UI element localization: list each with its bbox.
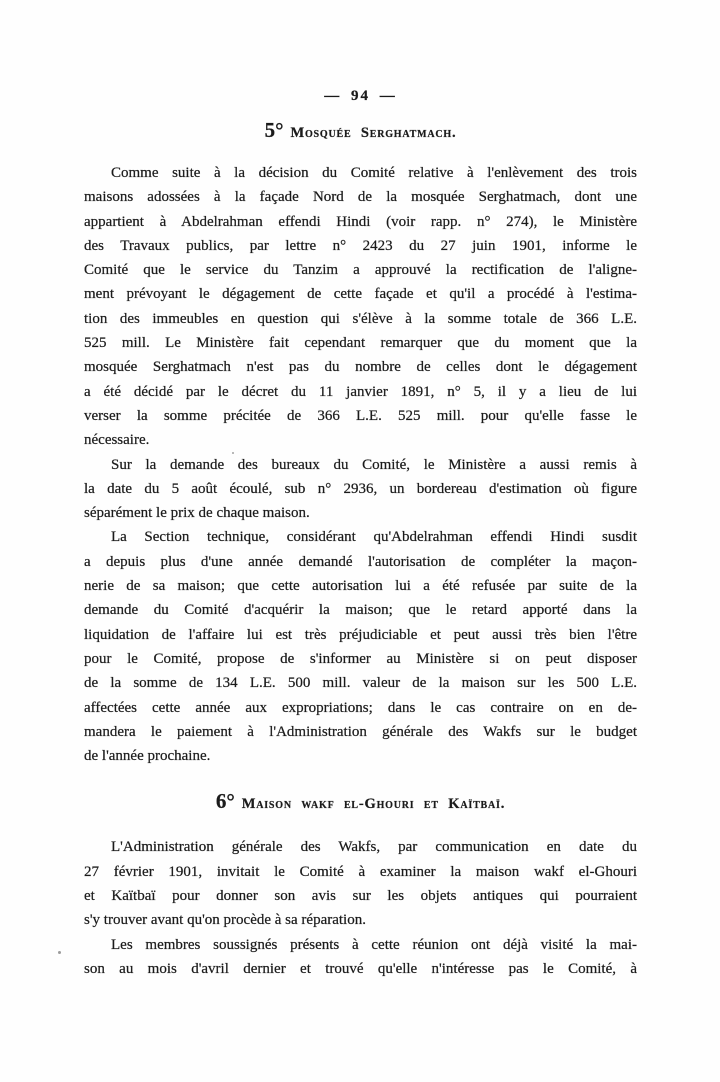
text-line: maisons adossées à la façade Nord de la mosquée Serghatmach, dont une	[84, 189, 637, 206]
text-line: la date du 5 août écoulé, sub n° 2936, un bordereau d'estimation où figure	[84, 480, 637, 497]
text-line: des Travaux publics, par lettre n° 2423 du 27 juin 1901, informe le	[84, 237, 637, 254]
text-line: séparément le prix de chaque maison.	[84, 505, 310, 522]
text-line: 27 février 1901, invitait le Comité à examiner la maison wakf el-Ghouri	[84, 863, 637, 880]
text-line: a été décidé par le décret du 11 janvier 1891, n° 5, il y a lieu de lui	[84, 383, 637, 400]
text-line: s'y trouver avant qu'on procède à sa réparation.	[84, 912, 366, 929]
paragraph	[84, 525, 637, 768]
text-line: et Kaïtbaï pour donner son avis sur les objets antiques qui pourraient	[84, 888, 637, 905]
section-numeral: 5°	[264, 118, 284, 142]
text-line: pour le Comité, propose de s'informer au Ministère si on peut disposer	[84, 650, 637, 667]
section-numeral: 6°	[215, 789, 235, 814]
text-line: de la somme de 134 L.E. 500 mill. valeur de la maison sur les 500 L.E.	[84, 675, 637, 692]
section-title: Mosquée Serghatmach.	[290, 125, 457, 141]
text-line: appartient à Abdelrahman effendi Hindi (voir rapp. n° 274), le Ministère	[84, 213, 637, 230]
scan-speck	[58, 951, 61, 954]
text-line: verser la somme précitée de 366 L.E. 525 mill. pour qu'elle fasse le	[84, 407, 637, 424]
text-line: affectées cette année aux expropriations; dans le cas contraire on en de-	[84, 699, 637, 716]
section-heading-mosquee-serghatmach	[84, 118, 637, 145]
scan-speck	[232, 452, 234, 454]
section-title: Maison wakf el-Ghouri et Kaïtbaï.	[241, 796, 506, 813]
text-line: son au mois d'avril dernier et trouvé qu'elle n'intéresse pas le Comité, à	[84, 960, 637, 977]
paragraph	[84, 933, 637, 982]
text-line: 525 mill. Le Ministère fait cependant remarquer que du moment que la	[84, 335, 637, 352]
text-line: de l'année prochaine.	[84, 748, 211, 765]
section-body-mosquee-serghatmach	[84, 161, 637, 768]
text-line: Les membres soussignés présents à cette réunion ont déjà visité la mai-	[111, 936, 637, 953]
section-heading-maison-wakf-el-ghouri	[84, 789, 637, 816]
text-column	[84, 0, 637, 981]
section-body-maison-wakf-el-ghouri	[84, 835, 637, 981]
text-line: Sur la demande des bureaux du Comité, le Ministère a aussi remis à	[111, 456, 637, 473]
text-line: nerie de sa maison; que cette autorisation lui a été refusée par suite de la	[84, 578, 637, 595]
text-line: demande du Comité d'acquérir la maison; que le retard apporté dans la	[84, 602, 637, 619]
paragraph	[84, 161, 637, 453]
text-line: ment prévoyant le dégagement de cette façade et qu'il a procédé à l'estima-	[84, 286, 637, 303]
text-line: tion des immeubles en question qui s'élève à la somme totale de 366 L.E.	[84, 310, 637, 327]
text-line: a depuis plus d'une année demandé l'autorisation de compléter la maçon-	[84, 553, 637, 570]
text-line: mandera le paiement à l'Administration générale des Wakfs sur le budget	[84, 723, 637, 740]
text-line: L'Administration générale des Wakfs, par communication en date du	[111, 839, 637, 856]
page-number: — 94 —	[324, 88, 397, 104]
text-line: nécessaire.	[84, 432, 150, 449]
paragraph	[84, 835, 637, 932]
text-line: La Section technique, considérant qu'Abdelrahman effendi Hindi susdit	[111, 529, 637, 546]
text-line: liquidation de l'affaire lui est très préjudiciable et peut aussi très bien l'être	[84, 626, 637, 643]
text-line: mosquée Serghatmach n'est pas du nombre de celles dont le dégagement	[84, 359, 637, 376]
paragraph	[84, 453, 637, 526]
text-line: Comme suite à la décision du Comité relative à l'enlèvement des trois	[111, 165, 637, 181]
text-line: Comité que le service du Tanzim a approuvé la rectification de l'aligne-	[84, 262, 637, 279]
